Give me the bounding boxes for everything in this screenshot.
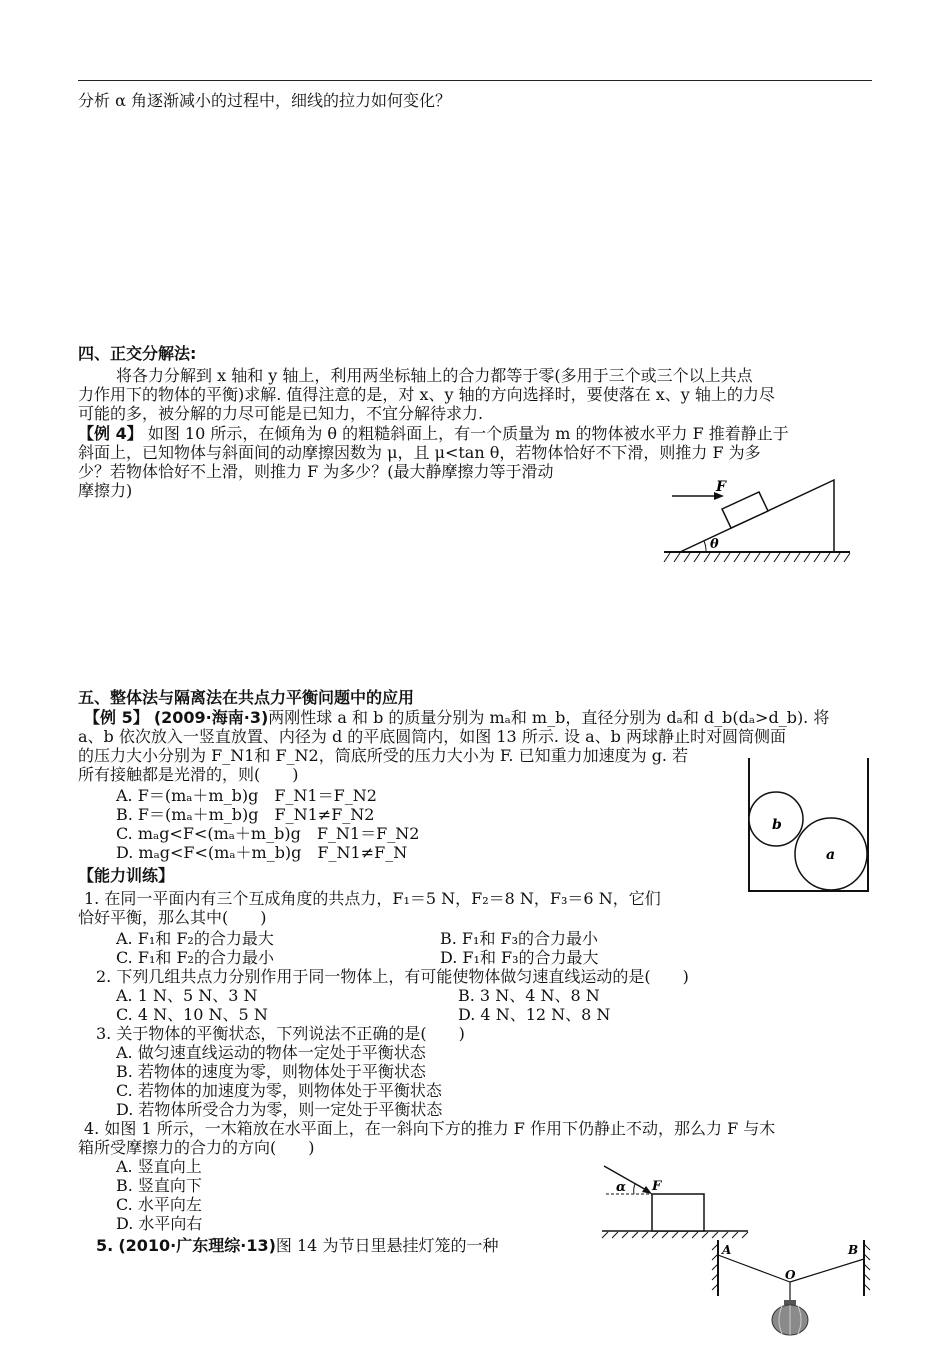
q1-line2: 恰好平衡，那么其中( ) xyxy=(78,908,267,927)
q4-option-a: A. 竖直向上 xyxy=(116,1157,202,1176)
example5-source: (2009·海南·3) xyxy=(153,708,269,727)
q2-option-d: D. 4 N、12 N、8 N xyxy=(458,1005,611,1024)
section4-heading: 四、正交分解法: xyxy=(78,344,197,363)
q2-option-b: B. 3 N、4 N、8 N xyxy=(458,986,600,1005)
q5-text: 图 14 为节日里悬挂灯笼的一种 xyxy=(275,1236,499,1255)
ball-b-label: b xyxy=(772,817,782,833)
q4-line2: 箱所受摩擦力的合力的方向( ) xyxy=(78,1138,315,1157)
example5-line4: 所有接触都是光滑的，则( ) xyxy=(78,765,299,784)
header-rule xyxy=(78,80,872,81)
ball-a-label: a xyxy=(826,847,836,863)
q3-option-c: C. 若物体的加速度为零，则物体处于平衡状态 xyxy=(116,1081,442,1100)
q1-option-d: D. F₁和 F₃的合力最大 xyxy=(440,948,599,967)
box-force-label: F xyxy=(652,1179,662,1194)
example4-line4: 摩擦力) xyxy=(78,481,133,500)
example5-tag: 【例 5】 xyxy=(84,708,149,727)
example4-tag: 【例 4】 xyxy=(78,424,143,443)
q3-stem: 3. 关于物体的平衡状态，下列说法不正确的是( ) xyxy=(96,1024,465,1043)
example5-option-b: B. F＝(mₐ＋m_b)g F_N1≠F_N2 xyxy=(116,805,375,824)
section4-para-line2: 力作用下的物体的平衡)求解. 值得注意的是，对 x、y 轴的方向选择时，要使落在 x、y 轴上的力尽 xyxy=(78,385,775,404)
example5-option-d: D. mₐg<F<(mₐ＋m_b)g F_N1≠F_N xyxy=(116,843,408,862)
box-angle-label: α xyxy=(616,1180,627,1195)
q2-option-a: A. 1 N、5 N、3 N xyxy=(116,986,258,1005)
q4-option-b: B. 竖直向下 xyxy=(116,1176,202,1195)
q5-source: (2010·广东理综·13) xyxy=(118,1236,276,1255)
q3-option-b: B. 若物体的速度为零，则物体处于平衡状态 xyxy=(116,1062,426,1081)
example4-line1: 如图 10 所示，在倾角为 θ 的粗糙斜面上，有一个质量为 m 的物体被水平力 F 推着静止于 xyxy=(147,424,789,443)
training-heading: 【能力训练】 xyxy=(78,866,175,885)
incline-figure xyxy=(662,475,852,565)
example5-line2: a、b 依次放入一竖直放置、内径为 d 的平底圆筒内，如图 13 所示. 设 a、b 两球静止时对圆筒侧面 xyxy=(78,727,786,746)
q1-option-a: A. F₁和 F₂的合力最大 xyxy=(116,929,274,948)
incline-force-label: F xyxy=(716,479,726,495)
q2-option-c: C. 4 N、10 N、5 N xyxy=(116,1005,268,1024)
q4-option-d: D. 水平向右 xyxy=(116,1214,203,1233)
lantern-figure xyxy=(712,1236,872,1346)
q1-line1: 1. 在同一平面内有三个互成角度的共点力，F₁＝5 N，F₂＝8 N，F₃＝6 N，它们 xyxy=(84,889,661,908)
q1-option-c: C. F₁和 F₂的合力最小 xyxy=(116,948,274,967)
example5-line1: 两刚性球 a 和 b 的质量分别为 mₐ和 m_b，直径分别为 dₐ和 d_b(dₐ>d_b). 将 xyxy=(268,708,830,727)
q1-option-b: B. F₁和 F₃的合力最小 xyxy=(440,929,599,948)
example5-line3: 的压力大小分别为 F_N1和 F_N2，筒底所受的压力大小为 F. 已知重力加速度为 g. 若 xyxy=(78,746,689,765)
example5-option-c: C. mₐg<F<(mₐ＋m_b)g F_N1＝F_N2 xyxy=(116,824,420,843)
example4-line3: 少？若物体恰好不上滑，则推力 F 为多少？(最大静摩擦力等于滑动 xyxy=(78,462,554,481)
q5-number: 5. xyxy=(96,1236,114,1255)
q4-line1: 4. 如图 1 所示，一木箱放在水平面上，在一斜向下方的推力 F 作用下仍静止不动，那么力 F 与木 xyxy=(84,1119,776,1138)
section4-para-line1: 将各力分解到 x 轴和 y 轴上，利用两坐标轴上的合力都等于零(多用于三个或三个以上共点 xyxy=(116,366,753,385)
box-force-figure xyxy=(600,1158,750,1238)
section5-heading: 五、整体法与隔离法在共点力平衡问题中的应用 xyxy=(78,688,415,707)
section4-para-line3: 可能的多，被分解的力尽可能是已知力，不宜分解待求力. xyxy=(78,404,484,423)
anchor-a-label: A xyxy=(722,1243,732,1257)
example4-line2: 斜面上，已知物体与斜面间的动摩擦因数为 μ，且 μ<tan θ，若物体恰好不下滑，则推力 F 为多 xyxy=(78,443,761,462)
q3-option-d: D. 若物体所受合力为零，则一定处于平衡状态 xyxy=(116,1100,443,1119)
q2-stem: 2. 下列几组共点力分别作用于同一物体上，有可能使物体做匀速直线运动的是( ) xyxy=(96,967,689,986)
top-question: 分析 α 角逐渐减小的过程中，细线的拉力如何变化？ xyxy=(78,91,451,110)
cylinder-figure xyxy=(746,755,876,895)
incline-angle-label: θ xyxy=(710,537,719,552)
knot-o-label: O xyxy=(785,1268,796,1282)
q4-option-c: C. 水平向左 xyxy=(116,1195,202,1214)
example5-option-a: A. F＝(mₐ＋m_b)g F_N1＝F_N2 xyxy=(116,786,377,805)
anchor-b-label: B xyxy=(848,1243,859,1257)
q3-option-a: A. 做匀速直线运动的物体一定处于平衡状态 xyxy=(116,1043,426,1062)
